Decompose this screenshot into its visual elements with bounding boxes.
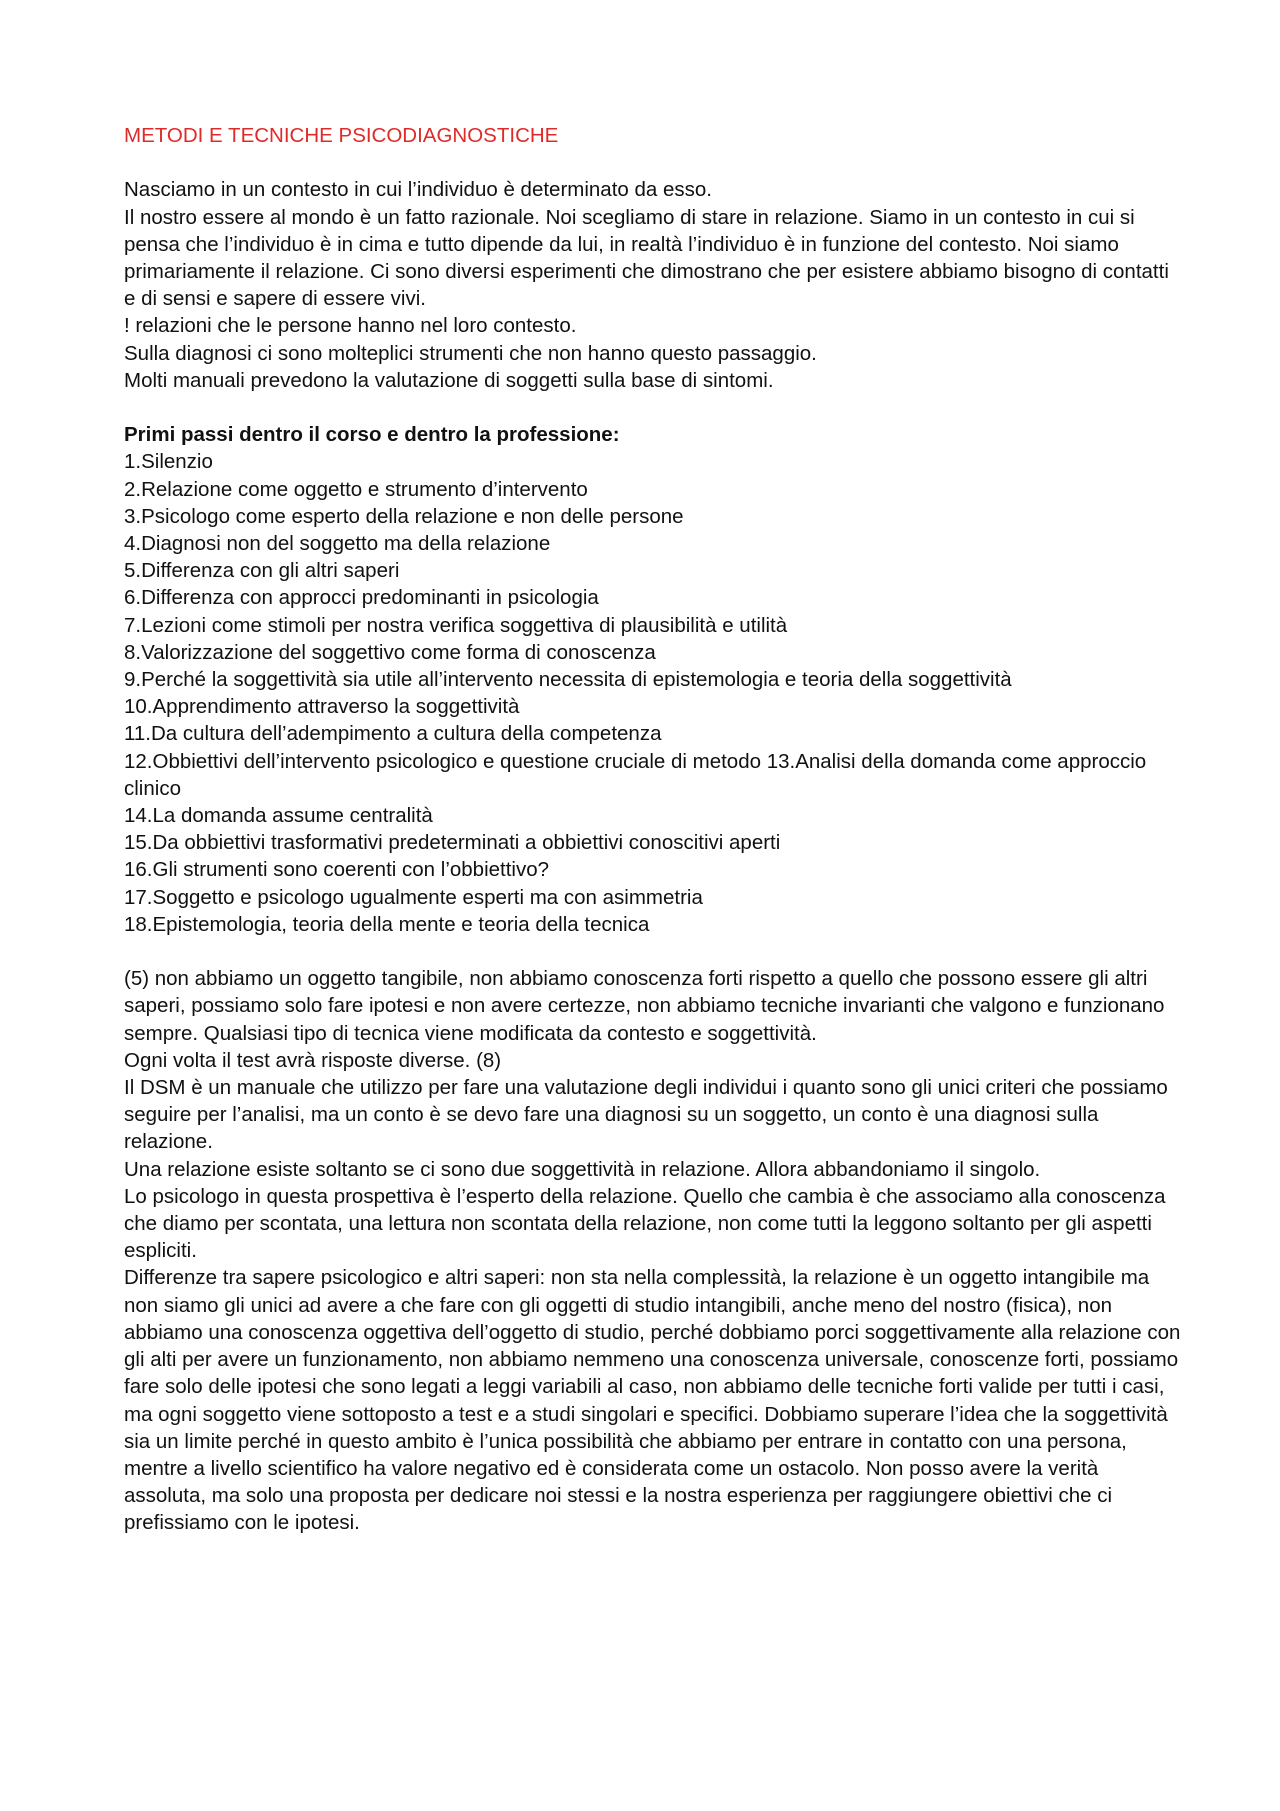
intro-paragraph: Nasciamo in un contesto in cui l’individuo è determinato da esso. xyxy=(124,178,712,202)
list-section xyxy=(124,421,1184,938)
body-paragraph: Il DSM è un manuale che utilizzo per fare una valutazione degli individui i quanto sono gli unici criteri che possiamo seguire per l’analisi, ma un conto è se devo fare una diagnosi su un soggetto, un conto è una diagnosi sulla relazione. xyxy=(124,1076,1168,1154)
list-item: 8.Valorizzazione del soggettivo come forma di conoscenza xyxy=(124,640,656,664)
list-item: 3.Psicologo come esperto della relazione e non delle persone xyxy=(124,504,684,528)
intro-paragraph: Il nostro essere al mondo è un fatto razionale. Noi scegliamo di stare in relazione. Siamo in un contesto in cui si pensa che l’individuo è in cima e tutto dipende da lui, in realtà l’individuo è in funzione del contesto. Noi siamo primariamente il relazione. Ci sono diversi esperimenti che dimostrano che per esistere abbiamo bisogno di contatti e di sensi e sapere di essere vivi. xyxy=(124,205,1169,311)
list-item: 1.Silenzio xyxy=(124,450,213,474)
list-item: 7.Lezioni come stimoli per nostra verifica soggettiva di plausibilità e utilità xyxy=(124,613,788,637)
intro-paragraph: Sulla diagnosi ci sono molteplici strumenti che non hanno questo passaggio. xyxy=(124,341,817,365)
list-item: 4.Diagnosi non del soggetto ma della relazione xyxy=(124,532,551,556)
list-item: 12.Obbiettivi dell’intervento psicologico e questione cruciale di metodo 13.Analisi della domanda come approccio clinico xyxy=(124,749,1147,800)
list-item: 17.Soggetto e psicologo ugualmente esperti ma con asimmetria xyxy=(124,885,703,909)
list-item: 15.Da obbiettivi trasformativi predeterminati a obbiettivi conoscitivi aperti xyxy=(124,831,781,855)
body-paragraph: Lo psicologo in questa prospettiva è l’esperto della relazione. Quello che cambia è che associamo alla conoscenza che diamo per scontata, una lettura non scontata della relazione, non come tutti la leggono soltanto per gli aspetti espliciti. xyxy=(124,1184,1166,1263)
list-item: 14.La domanda assume centralità xyxy=(124,804,433,828)
list-item: 6.Differenza con approcci predominanti in psicologia xyxy=(124,586,599,610)
body-section xyxy=(124,965,1184,1536)
body-paragraph: Una relazione esiste soltanto se ci sono due soggettività in relazione. Allora abbandoniamo il singolo. xyxy=(124,1157,1041,1181)
list-item: 18.Epistemologia, teoria della mente e teoria della tecnica xyxy=(124,912,650,936)
intro-section xyxy=(124,176,1184,394)
section-heading: Primi passi dentro il corso e dentro la professione: xyxy=(124,423,620,447)
steps-list xyxy=(124,448,1184,938)
list-item: 5.Differenza con gli altri saperi xyxy=(124,559,400,583)
list-item: 11.Da cultura dell’adempimento a cultura della competenza xyxy=(124,722,662,746)
body-paragraph: Ogni volta il test avrà risposte diverse. (8) xyxy=(124,1048,502,1072)
body-paragraph: Differenze tra sapere psicologico e altri saperi: non sta nella complessità, la relazione è un oggetto intangibile ma non siamo gli unici ad avere a che fare con gli oggetti di studio intangibili, anche meno del nostro (fisica), non abbiamo una conoscenza oggettiva dell’oggetto di studio, perché dobbiamo porci soggettivamente alla relazione con gli alti per avere un funzionamento, non abbiamo nemmeno una conoscenza universale, conoscenze forti, possiamo fare solo delle ipotesi che sono legati a leggi variabili al caso, non abbiamo delle tecniche forti valide per tutti i casi, ma ogni soggetto viene sottoposto a test e a studi singolari e specifici. Dobbiamo superare l’idea che la soggettività sia un limite perché in questo ambito è l’unica possibilità che abbiamo per entrare in contatto con una persona, mentre a livello scientifico ha valore negativo ed è considerata come un ostacolo. Non posso avere la verità assoluta, ma solo una proposta per dedicare noi stessi e la nostra esperienza per raggiungere obiettivi che ci prefissiamo con le ipotesi. xyxy=(124,1266,1181,1535)
document-title: METODI E TECNICHE PSICODIAGNOSTICHE xyxy=(124,124,559,147)
document-page xyxy=(124,122,1184,1537)
list-item: 16.Gli strumenti sono coerenti con l’obbiettivo? xyxy=(124,858,550,882)
body-paragraph: (5) non abbiamo un oggetto tangibile, non abbiamo conoscenza forti rispetto a quello che possono essere gli altri saperi, possiamo solo fare ipotesi e non avere certezze, non abbiamo tecniche invarianti che valgono e funzionano sempre. Qualsiasi tipo di tecnica viene modificata da contesto e soggettività. xyxy=(124,967,1165,1045)
list-item: 10.Apprendimento attraverso la soggettività xyxy=(124,695,520,719)
intro-paragraph: Molti manuali prevedono la valutazione di soggetti sulla base di sintomi. xyxy=(124,368,774,392)
list-item: 2.Relazione come oggetto e strumento d’intervento xyxy=(124,477,588,501)
intro-paragraph: ! relazioni che le persone hanno nel loro contesto. xyxy=(124,314,577,338)
list-item: 9.Perché la soggettività sia utile all’intervento necessita di epistemologia e teoria della soggettività xyxy=(124,668,1012,692)
